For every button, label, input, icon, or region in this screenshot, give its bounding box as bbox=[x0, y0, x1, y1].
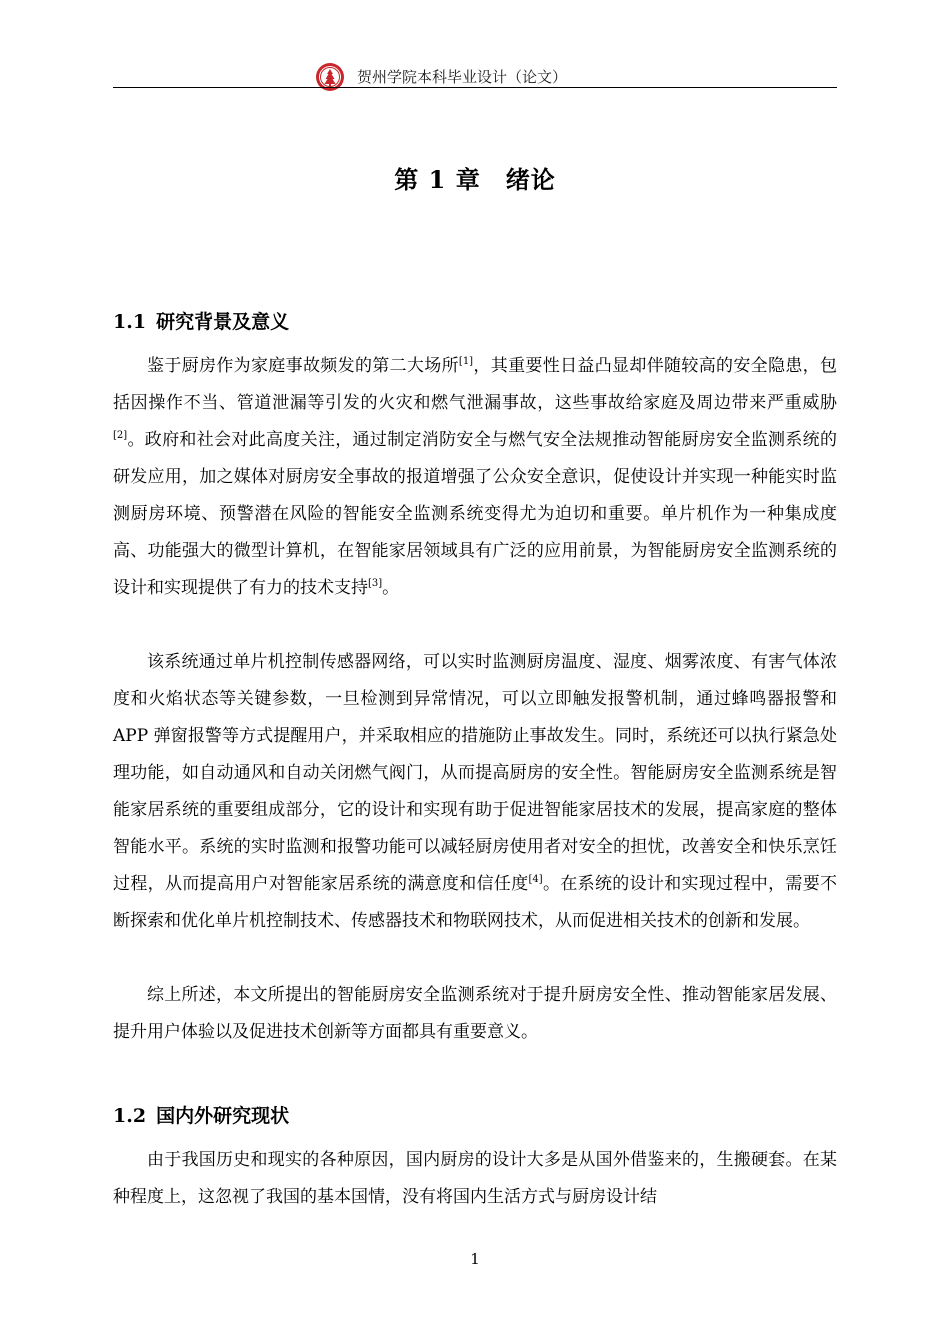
citation-ref: [3] bbox=[368, 578, 383, 589]
section-heading-1-2 bbox=[113, 1101, 289, 1128]
paragraph-text: 由于我国历史和现实的各种原因，国内厨房的设计大多是从国外借鉴来的，生搬硬套。在某种程度上，这忽视了我国的基本国情，没有将国内生活方式与厨房设计结 bbox=[113, 1150, 837, 1207]
header-divider bbox=[113, 87, 837, 88]
header-title: 贺州学院本科毕业设计（论文） bbox=[357, 68, 568, 86]
paragraph bbox=[113, 644, 837, 940]
paragraph bbox=[113, 1142, 837, 1216]
paragraph-text: 该系统通过单片机控制传感器网络，可以实时监测厨房温度、湿度、烟雾浓度、有害气体浓度和火焰状态等关键参数，一旦检测到异常情况，可以立即触发报警机制，通过蜂鸣器报警和 APP 弹窗报警等方式提醒用户，并采取相应的措施防止事故发生。同时，系统还可以执行紧急处理功能，如自动通风和自动关闭燃气阀门，从而提高厨房的安全性。智能厨房安全监测系统是智能家居系统的重要组成部分，它的设计和实现有助于促进智能家居技术的发展，提高家庭的整体智能水平。系统的实时监测和报警功能可以减轻厨房使用者对安全的担忧，改善安全和快乐烹饪过程，从而提高用户对智能家居系统的满意度和信任度 bbox=[113, 652, 837, 894]
paragraph-text: 。在系统的设计和实现过程中，需要不断探索和优化单片机控制技术、传感器技术和物联网技术，从而促进相关技术的创新和发展。 bbox=[113, 874, 838, 931]
section-title-text: 研究背景及意义 bbox=[156, 311, 290, 333]
section-number: 1.1 bbox=[113, 311, 147, 333]
citation-ref: [1] bbox=[458, 356, 474, 367]
paragraph-text: 。政府和社会对此高度关注，通过制定消防安全与燃气安全法规推动智能厨房安全监测系统的研发应用，加之媒体对厨房安全事故的报道增强了公众安全意识，促使设计并实现一种能实时监测厨房环境、预警潜在风险的智能安全监测系统变得尤为迫切和重要。单片机作为一种集成度高、功能强大的微型计算机，在智能家居领域具有广泛的应用前景，为智能厨房安全监测系统的设计和实现提供了有力的技术支持 bbox=[113, 430, 837, 598]
section-title-text: 国内外研究现状 bbox=[156, 1105, 290, 1127]
paragraph-text: ，其重要性日益凸显却伴随较高的安全隐患，包括因操作不当、管道泄漏等引发的火灾和燃气泄漏事故，这些事故给家庭及周边带来严重威胁 bbox=[113, 356, 838, 413]
paragraph-text: 。 bbox=[382, 578, 400, 598]
paragraph bbox=[113, 977, 837, 1051]
section-heading-1-1 bbox=[113, 307, 289, 334]
citation-ref: [4] bbox=[528, 874, 543, 885]
paragraph bbox=[113, 348, 837, 607]
paragraph-text: 鉴于厨房作为家庭事故频发的第二大场所 bbox=[147, 356, 459, 376]
page-number: 1 bbox=[470, 1250, 480, 1268]
section-number: 1.2 bbox=[113, 1105, 147, 1127]
citation-ref: [2] bbox=[113, 430, 128, 441]
paragraph-text: 综上所述，本文所提出的智能厨房安全监测系统对于提升厨房安全性、推动智能家居发展、提升用户体验以及促进技术创新等方面都具有重要意义。 bbox=[113, 985, 837, 1042]
page-header bbox=[113, 62, 837, 88]
chapter-title: 第 1 章 绪论 bbox=[394, 165, 556, 194]
